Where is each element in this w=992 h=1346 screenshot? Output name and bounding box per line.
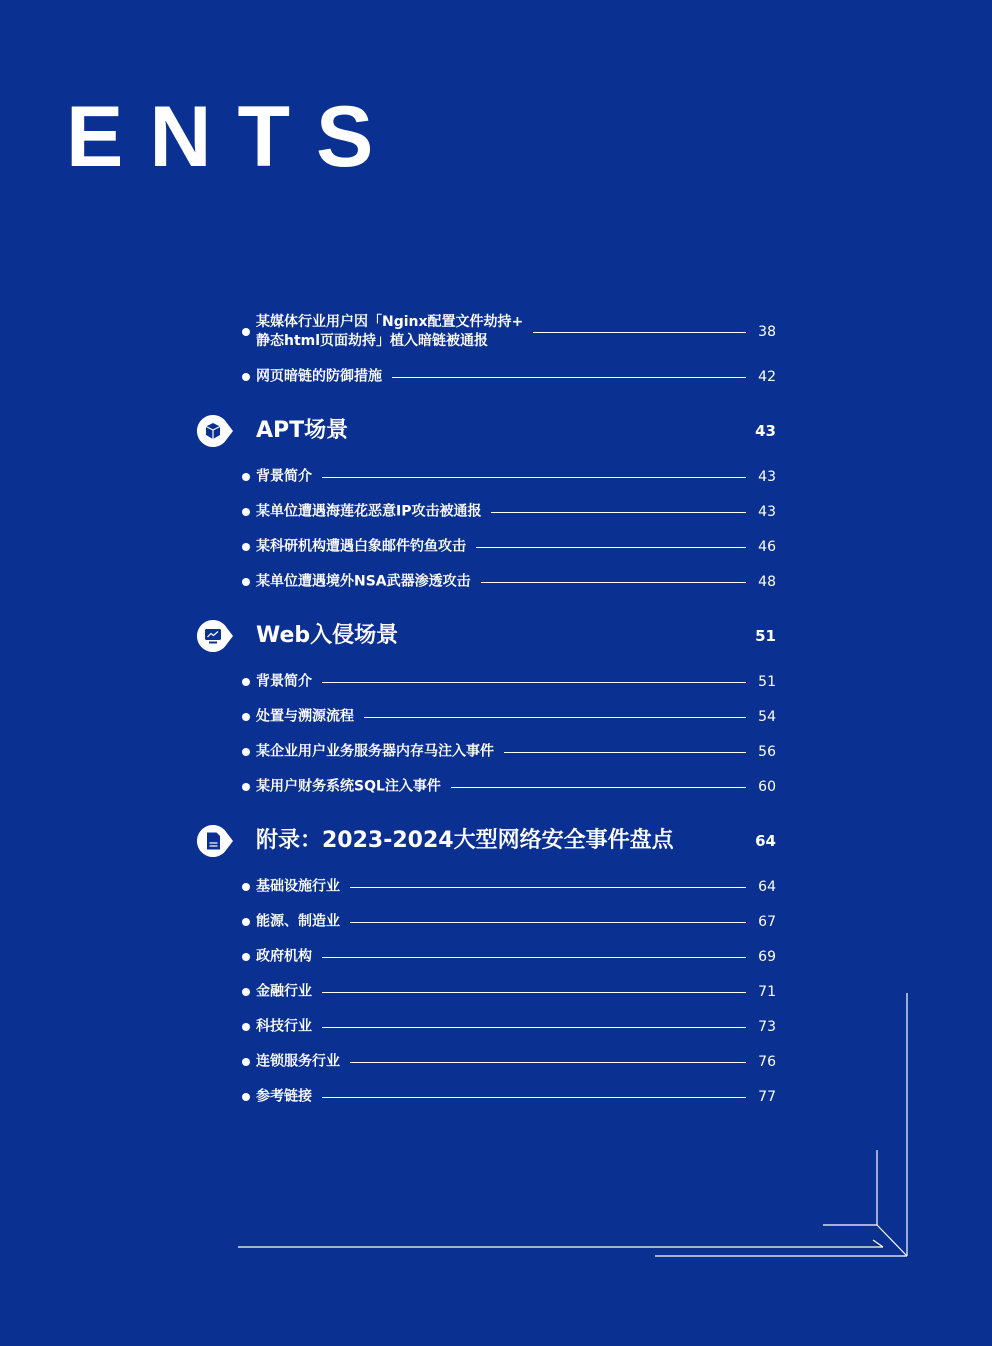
entry-title-line: 某媒体行业用户因「Nginx配置文件劫持+	[256, 314, 524, 330]
entry-title-line: 某单位遭遇海莲花恶意IP攻击被通报	[256, 503, 482, 520]
page-number: 67	[758, 914, 776, 930]
entry-title-line: 参考链接	[256, 1088, 312, 1105]
page-number: 71	[758, 984, 776, 1000]
decor-line	[873, 1240, 883, 1247]
decor-line	[877, 1225, 907, 1256]
page-number: 77	[758, 1089, 776, 1105]
entry-title-line: 政府机构	[256, 948, 312, 965]
page-number: 43	[758, 469, 776, 485]
section-page-number: 51	[755, 627, 776, 645]
entry-title-line: 某用户财务系统SQL注入事件	[256, 778, 441, 795]
page-number: 64	[758, 879, 776, 895]
page-number: 76	[758, 1054, 776, 1070]
entry-title-line: 金融行业	[256, 983, 312, 1000]
page-number: 51	[758, 674, 776, 690]
page-number: 73	[758, 1019, 776, 1035]
page-number: 38	[758, 324, 776, 340]
page-number: 46	[758, 539, 776, 555]
page-number: 54	[758, 709, 776, 725]
entry-title-line: 某单位遭遇境外NSA武器渗透攻击	[256, 573, 471, 590]
section-title: APT场景	[256, 418, 349, 443]
page-number: 56	[758, 744, 776, 760]
entry-title-line: 网页暗链的防御措施	[256, 368, 382, 385]
page-number: 42	[758, 369, 776, 385]
section-title: Web入侵场景	[256, 623, 399, 648]
entry-title-line: 某企业用户业务服务器内存马注入事件	[256, 743, 494, 760]
entry-title-line: 连锁服务行业	[256, 1053, 340, 1070]
page-number: 48	[758, 574, 776, 590]
section-page-number: 43	[755, 422, 776, 440]
page-heading: ENTS	[66, 89, 400, 185]
page-number: 60	[758, 779, 776, 795]
section-title: 附录：2023-2024大型网络安全事件盘点	[256, 828, 674, 853]
entry-title-line: 静态html页面劫持」植入暗链被通报	[256, 333, 489, 349]
page-number: 69	[758, 949, 776, 965]
entry-title-line: 基础设施行业	[256, 878, 340, 895]
entry-title-line: 能源、制造业	[256, 913, 340, 930]
section-page-number: 64	[755, 832, 776, 850]
entry-title-line: 处置与溯源流程	[256, 708, 354, 725]
entry-title-line: 背景简介	[256, 468, 312, 485]
entry-title-line: 科技行业	[256, 1018, 312, 1035]
page-number: 43	[758, 504, 776, 520]
entry-title-line: 背景简介	[256, 673, 312, 690]
entry-title-line: 某科研机构遭遇白象邮件钓鱼攻击	[256, 538, 466, 555]
